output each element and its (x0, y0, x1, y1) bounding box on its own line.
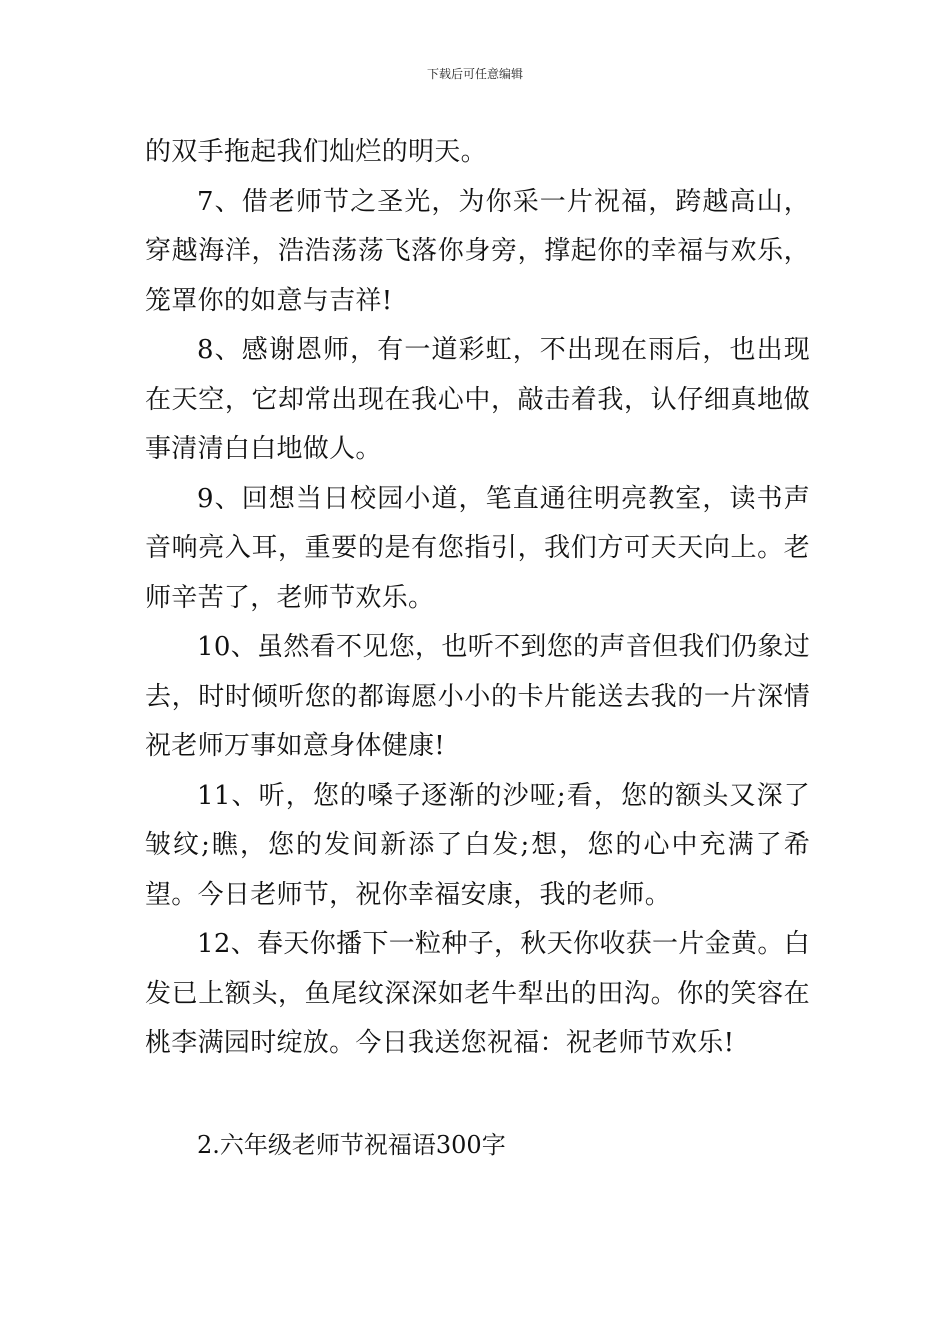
paragraph-item-10: 10、虽然看不见您，也听不到您的声音但我们仍象过去，时时倾听您的都诲愿小小的卡片能送去我的一片深情祝老师万事如意身体健康! (145, 632, 810, 761)
paragraph-item-9: 9、回想当日校园小道，笔直通往明亮教室，读书声音响亮入耳，重要的是有您指引，我们方可天天向上。老师辛苦了，老师节欢乐。 (145, 483, 810, 613)
paragraph-item-11: 11、听，您的嗓子逐渐的沙哑;看，您的额头又深了皱纹;瞧，您的发间新添了白发;想，您的心中充满了希望。今日老师节，祝你幸福安康，我的老师。 (145, 780, 810, 910)
paragraph-continued: 的双手拖起我们灿烂的明天。 (145, 137, 487, 167)
paragraph-item-7: 7、借老师节之圣光，为你采一片祝福，跨越高山，穿越海洋，浩浩荡荡飞落你身旁，撑起你的幸福与欢乐，笼罩你的如意与吉祥! (145, 186, 810, 316)
paragraph-item-8: 8、感谢恩师，有一道彩虹，不出现在雨后，也出现在天空，它却常出现在我心中，敲击着我，认仔细真地做事清清白白地做人。 (145, 335, 810, 464)
paragraph-item-12: 12、春天你播下一粒种子，秋天你收获一片金黄。白发已上额头，鱼尾纹深深如老牛犁出的田沟。你的笑容在桃李满园时绽放。今日我送您祝福：祝老师节欢乐! (145, 929, 810, 1058)
page-header: 下载后可任意编辑 (426, 67, 523, 81)
document-body (145, 128, 810, 1165)
section-title: 2.六年级老师节祝福语300字 (197, 1130, 506, 1159)
section-spacer (145, 1069, 810, 1125)
